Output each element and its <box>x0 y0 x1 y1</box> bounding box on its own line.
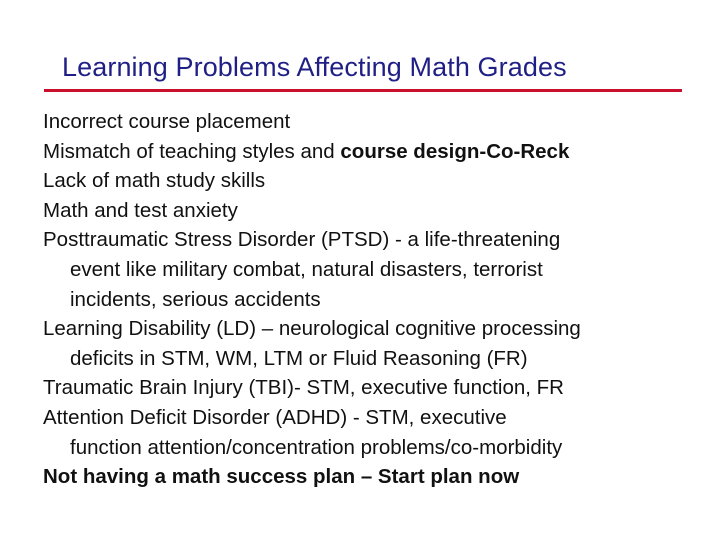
item-bold-text: course design-Co-Reck <box>340 139 570 163</box>
item-text: Attention Deficit Disorder (ADHD) - STM, executive function attention/concentration problems/co-morbidity <box>43 405 563 459</box>
list-item <box>43 107 703 137</box>
list-item <box>43 403 703 462</box>
list-item <box>43 314 703 373</box>
list-item <box>43 196 703 226</box>
slide-title: Learning Problems Affecting Math Grades <box>62 52 567 82</box>
item-text: Incorrect course placement <box>43 110 291 133</box>
list-item <box>43 373 703 403</box>
title-underline <box>44 89 682 92</box>
bullet-list <box>43 107 703 492</box>
item-text: Traumatic Brain Injury (TBI)- STM, executive function, FR <box>43 376 564 400</box>
list-item <box>43 225 703 314</box>
list-item <box>43 137 703 167</box>
item-text: Posttraumatic Stress Disorder (PTSD) - a life-threatening event like military combat, natural disasters, terrorist incidents, serious accidents <box>43 228 561 311</box>
item-text: Math and test anxiety <box>43 198 238 222</box>
item-bold-text: Not having a math success plan – Start plan now <box>43 465 520 489</box>
item-text: Mismatch of teaching styles and <box>43 139 341 163</box>
list-item <box>43 462 703 492</box>
list-item <box>43 166 703 196</box>
item-text: Learning Disability (LD) – neurological cognitive processing deficits in STM, WM, LTM or Fluid Reasoning (FR) <box>43 317 581 370</box>
item-text: Lack of math study skills <box>43 169 266 193</box>
